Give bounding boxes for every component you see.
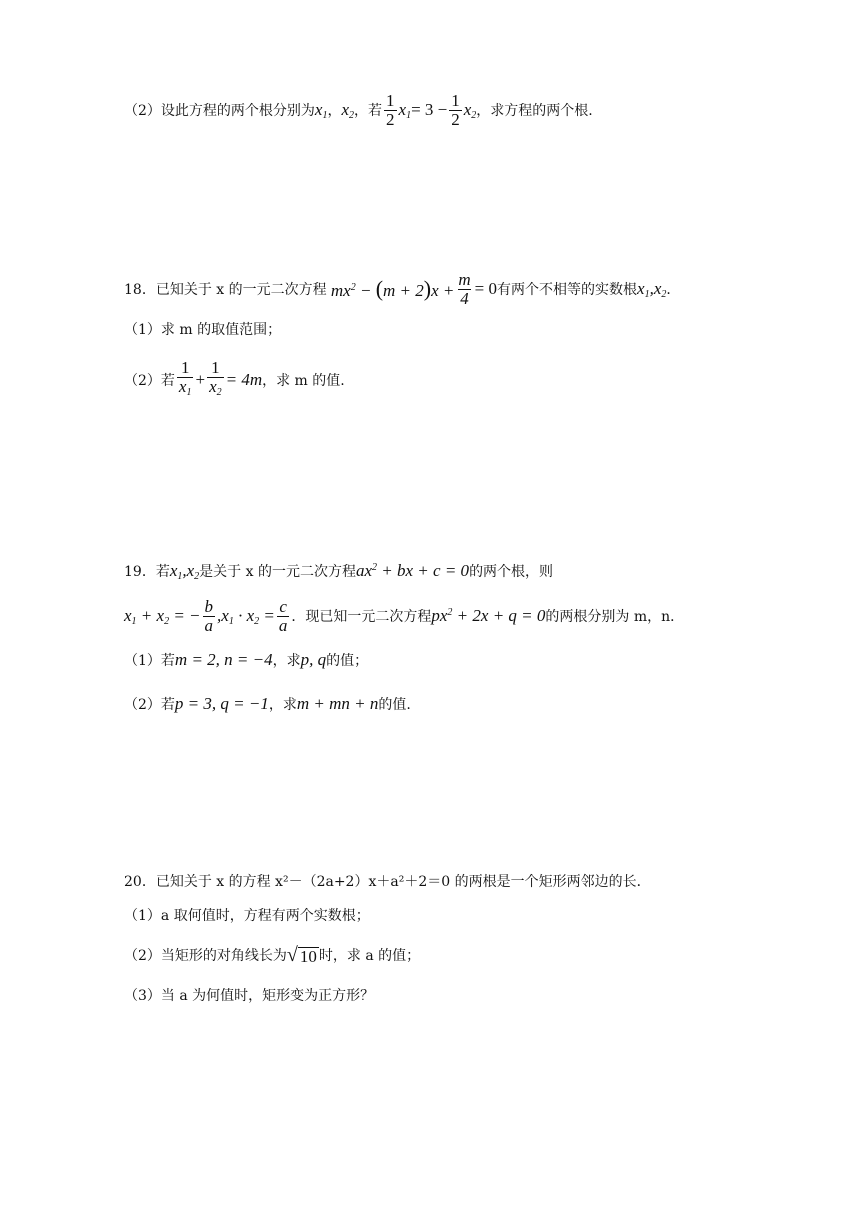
q17-sep: ， xyxy=(327,103,342,119)
q19-head-tail: 的两个根，则 xyxy=(469,564,554,580)
q20-part2-pre: （2）当矩形的对角线长为 xyxy=(124,948,287,964)
q18-part2 xyxy=(124,358,345,402)
q20-part3-text: （3）当 a 为何值时，矩形变为正方形？ xyxy=(124,988,375,1004)
math-q19-p1-vals: m = 2, n = −4 xyxy=(174,650,273,669)
q19-part1-pre: （1）若 xyxy=(124,653,175,669)
math-eq-mid: = 3 − xyxy=(411,100,448,119)
q20-head xyxy=(124,870,651,892)
q20-head-text: 20．已知关于 x 的方程 x²－（2a+2）x＋a²＋2＝0 的两根是一个矩形两邻边的长． xyxy=(124,874,651,890)
q20-part3 xyxy=(124,984,374,1006)
math-q19-p2-vals: p = 3, q = −1 xyxy=(174,694,269,713)
q18-part1 xyxy=(124,318,281,340)
math-plus: + xyxy=(195,370,206,389)
q18-head-text: 18．已知关于 x 的一元二次方程 xyxy=(124,282,327,298)
q18-head xyxy=(124,268,680,310)
q18-end: ． xyxy=(666,282,681,298)
math-vieta: $x_1 + x_2$ = − xyxy=(124,605,201,627)
q17-if: ，若 xyxy=(354,103,383,119)
math-x2-b: $x_2$ xyxy=(463,99,477,121)
q17-part2-label: （2）设此方程的两个根分别为 xyxy=(124,103,315,119)
q19-part1-end: 的值； xyxy=(326,653,369,669)
q20-part2-tail: 时，求 a 的值； xyxy=(318,948,421,964)
math-q19-eq: $ax^2$ + bx + c = 0 xyxy=(355,561,470,580)
math-x1x2: $x_1,x_2$ xyxy=(637,278,667,300)
math-x2: $x_2$ xyxy=(341,99,355,121)
q19-part2 xyxy=(124,692,411,716)
q19-head-mid: 是关于 x 的一元二次方程 xyxy=(199,564,356,580)
q19-part1-tail: ，求 xyxy=(272,653,301,669)
q19-line2-tail: ．现已知一元二次方程 xyxy=(291,609,432,625)
q19-part2-tail: ，求 xyxy=(268,697,297,713)
q19-part1 xyxy=(124,648,368,672)
math-m-mn-n: m + mn + n xyxy=(296,694,379,713)
math-pq: p, q xyxy=(300,650,327,669)
q20-part1-text: （1）a 取何值时，方程有两个实数根； xyxy=(124,908,370,924)
frac-m4: $\frac{m}{4}$ xyxy=(458,269,471,308)
math-x1x2-b: $x_1,x_2$ xyxy=(169,560,200,582)
frac-1-x2: $\frac{1}{x_2}$ xyxy=(207,359,224,402)
frac-c-a: $\frac{c}{a}$ xyxy=(278,596,288,635)
frac-half-1: $\frac{1}{2}$ xyxy=(386,90,395,129)
q19-part2-pre: （2）若 xyxy=(124,697,175,713)
q18-part2-pre: （2）若 xyxy=(124,373,175,389)
math-q18-eq: $mx^2 - (m + 2)x$ + xyxy=(326,276,455,301)
frac-b-a: $\frac{b}{a}$ xyxy=(204,596,214,635)
q20-part2 xyxy=(124,942,420,968)
q19-line2-end: 的两根分别为 m，n． xyxy=(545,609,685,625)
q18-part1-text: （1）求 m 的取值范围； xyxy=(124,322,282,338)
q19-head-pre: 19．若 xyxy=(124,564,170,580)
frac-half-2: $\frac{1}{2}$ xyxy=(451,90,460,129)
math-4m: = 4m xyxy=(225,370,263,389)
math-x1-b: $x_1$ xyxy=(398,99,412,121)
q17-tail: ，求方程的两个根. xyxy=(476,103,593,119)
q19-head xyxy=(124,560,553,582)
math-eq-zero: = 0 xyxy=(474,279,498,298)
q17-part2 xyxy=(124,90,593,130)
q19-line2 xyxy=(124,594,684,638)
q19-part2-end: 的值. xyxy=(378,697,411,713)
q18-part2-tail: ，求 m 的值. xyxy=(262,373,345,389)
math-sqrt10: √ 10 xyxy=(286,943,317,966)
q20-part1 xyxy=(124,904,370,926)
q18-tail: 有两个不相等的实数根 xyxy=(497,282,638,298)
math-vieta-2: $,x_1 \cdot x_2$ = xyxy=(217,605,275,627)
math-x1: $x_1$ xyxy=(314,99,328,121)
math-q19-eq2: $px^2 + 2x + q = 0$ xyxy=(431,606,546,625)
frac-1-x1: $\frac{1}{x_1}$ xyxy=(177,359,194,402)
